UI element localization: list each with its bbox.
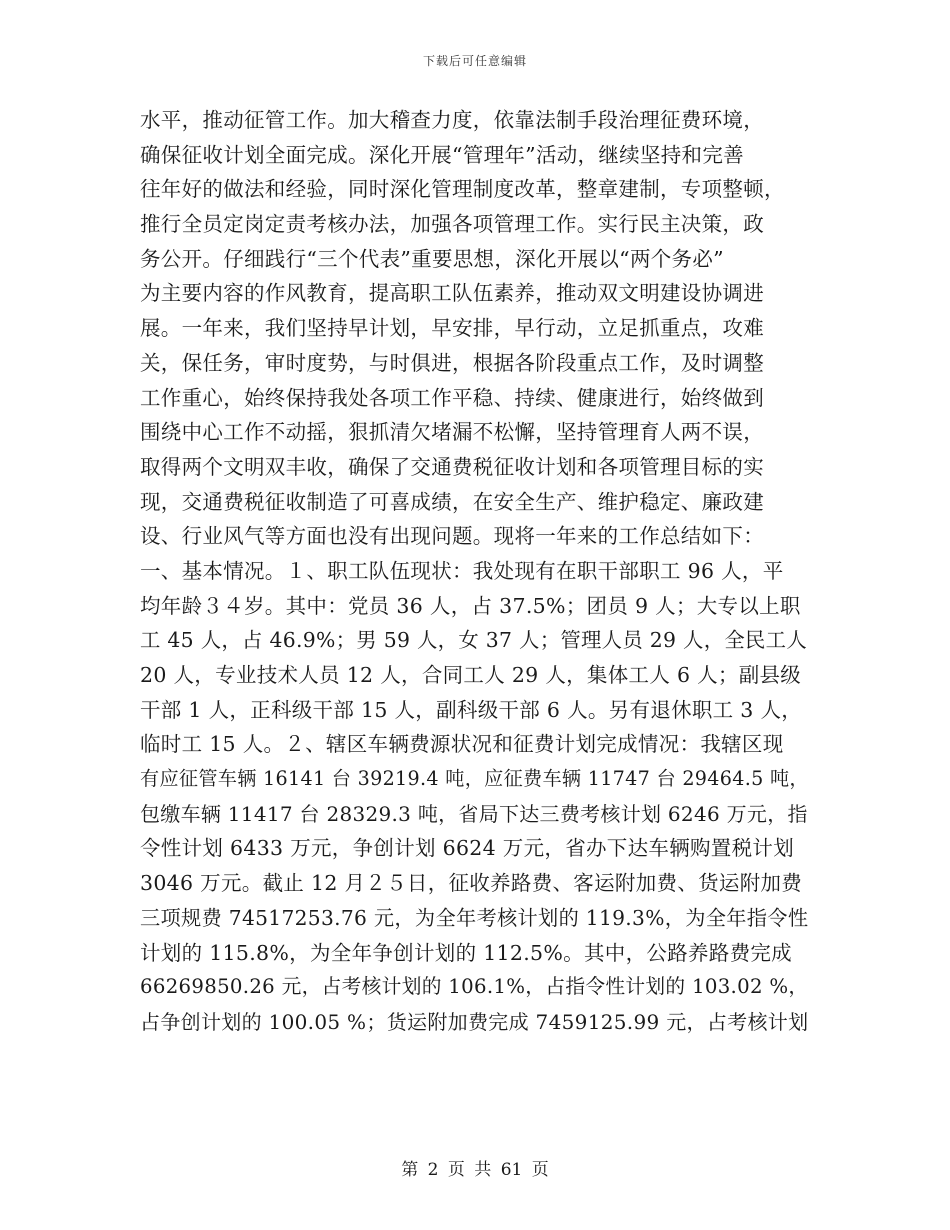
document-body [140, 103, 808, 1040]
body-line: 务公开。仔细践行“三个代表”重要思想，深化开展以“两个务必” [140, 246, 724, 271]
body-line: 临时工 15 人。２、辖区车辆费源状况和征费计划完成情况：我辖区现 [140, 732, 784, 757]
body-line: 占争创计划的 100.05 %；货运附加费完成 7459125.99 元，占考核计划 [140, 1009, 809, 1034]
body-line: 展。一年来，我们坚持早计划，早安排，早行动，立足抓重点，攻难 [140, 316, 764, 341]
body-line: 现，交通费税征收制造了可喜成绩，在安全生产、维护稳定、廉政建 [140, 489, 764, 514]
body-line: 20 人，专业技术人员 12 人，合同工人 29 人，集体工人 6 人；副县级 [140, 663, 802, 687]
body-line: 取得两个文明双丰收，确保了交通费税征收计划和各项管理目标的实 [140, 454, 764, 479]
body-line: 有应征管车辆 16141 台 39219.4 吨，应征费车辆 11747 台 29464.5 吨， [140, 767, 809, 791]
body-line: 66269850.26 元，占考核计划的 106.1%，占指令性计划的 103.02 %， [140, 975, 809, 999]
body-line: 计划的 115.8%，为全年争创计划的 112.5%。其中，公路养路费完成 [140, 940, 792, 965]
body-line: 3046 万元。截止 12 月２５日，征收养路费、客运附加费、货运附加费 [140, 871, 803, 896]
body-line: 包缴车辆 11417 台 28329.3 吨，省局下达三费考核计划 6246 万元，指 [140, 801, 808, 826]
header-note: 下载后可任意编辑 [422, 54, 527, 68]
body-line: 均年龄３４岁。其中：党员 36 人，占 37.5%；团员 9 人；大专以上职 [140, 593, 801, 618]
body-line: 围绕中心工作不动摇，狠抓清欠堵漏不松懈，坚持管理育人两不误， [140, 420, 764, 445]
body-line: 关，保任务，审时度势，与时俱进，根据各阶段重点工作，及时调整 [140, 350, 764, 375]
body-line: 工作重心，始终保持我处各项工作平稳、持续、健康进行，始终做到 [140, 385, 764, 410]
body-line: 设、行业风气等方面也没有出现问题。现将一年来的工作总结如下： [140, 524, 764, 549]
body-line: 推行全员定岗定责考核办法，加强各项管理工作。实行民主决策，政 [140, 212, 764, 237]
body-line: 一、基本情况。１、职工队伍现状：我处现有在职干部职工 96 人，平 [140, 558, 784, 583]
body-line: 水平，推动征管工作。加大稽查力度，依靠法制手段治理征费环境， [140, 108, 764, 132]
body-line: 干部 1 人，正科级干部 15 人，副科级干部 6 人。另有退休职工 3 人， [140, 697, 803, 722]
body-line: 三项规费 74517253.76 元，为全年考核计划的 119.3%，为全年指令性 [140, 905, 809, 930]
body-line: 往年好的做法和经验，同时深化管理制度改革，整章建制，专项整顿， [140, 177, 785, 202]
page-number: 第 2 页 共 61 页 [401, 1160, 549, 1180]
body-line: 令性计划 6433 万元，争创计划 6624 万元，省办下达车辆购置税计划 [140, 836, 795, 861]
body-line: 为主要内容的作风教育，提高职工队伍素养，推动双文明建设协调进 [140, 281, 764, 306]
body-line: 确保征收计划全面完成。深化开展“管理年”活动，继续坚持和完善 [140, 142, 744, 167]
body-line: 工 45 人，占 46.9%；男 59 人，女 37 人；管理人员 29 人，全民工人 [140, 628, 807, 653]
